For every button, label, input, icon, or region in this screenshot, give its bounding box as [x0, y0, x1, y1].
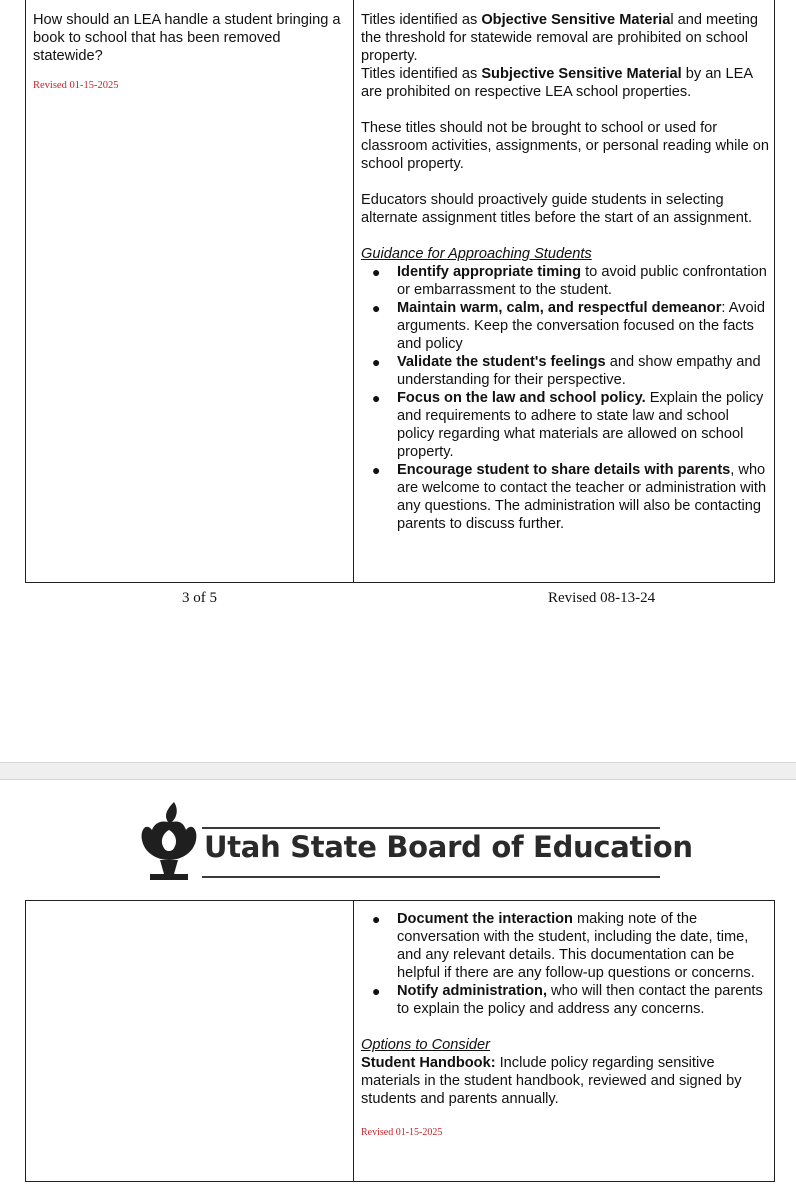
options-heading: Options to Consider [361, 1037, 490, 1053]
list-item [361, 389, 770, 461]
bullet-bold: Maintain warm, calm, and respectful demeanor [397, 300, 722, 316]
bullet-text: making note of the conversation with the student, including the date, time, and any relevant details. This documentation can be helpful if there are any follow-up questions or concerns. [397, 911, 755, 981]
question-cell-empty [26, 901, 354, 1182]
bullet-bold: Notify administration, [397, 983, 547, 999]
footer-revised-date: Revised 08-13-24 [548, 590, 656, 606]
bullet-bold: Encourage student to share details with parents [397, 462, 731, 478]
answer-p1-bold: Objective Sensitive Materia [481, 12, 671, 28]
logo-text: Utah State Board of Education [204, 830, 693, 864]
list-item [361, 353, 770, 389]
bullet-text: Explain the policy and requirements to adhere to state law and school policy regarding what materials are allowed on school property. [397, 390, 764, 460]
bullet-icon: ● [372, 354, 381, 370]
guidance-heading: Guidance for Approaching Students [361, 246, 592, 262]
bullet-text: to avoid public confrontation or embarrassment to the student. [397, 264, 767, 298]
bullet-text: , who are welcome to contact the teacher or administration with any questions. The administration will also be contacting parents to discuss further. [397, 462, 767, 532]
answer-revised-date: Revised 01-15-2025 [361, 1127, 443, 1138]
logo-rule-bottom [202, 876, 660, 878]
bullet-icon: ● [372, 983, 381, 999]
answer-p2-text-a: Titles identified as [361, 66, 482, 82]
guidance-list-continued [361, 910, 770, 1018]
student-handbook-paragraph [361, 1054, 770, 1108]
list-item [361, 910, 770, 982]
answer-paragraph-3: These titles should not be brought to school or used for classroom activities, assignments, or personal reading while on school property. [361, 120, 770, 172]
answer-paragraph-4: Educators should proactively guide students in selecting alternate assignment titles before the start of an assignment. [361, 192, 753, 226]
torch-icon [138, 800, 200, 882]
logo-rule-top [202, 827, 660, 829]
bullet-icon: ● [372, 264, 381, 280]
question-revised-date: Revised 01-15-2025 [33, 80, 119, 91]
page-4 [0, 780, 796, 1190]
bullet-icon: ● [372, 911, 381, 927]
bullet-bold: Focus on the law and school policy. [397, 390, 646, 406]
table-row [26, 0, 775, 583]
table-row [26, 901, 775, 1182]
list-item [361, 982, 770, 1018]
answer-p2-text-c: by an LEA are prohibited on respective LEA school properties. [361, 66, 753, 100]
bullet-bold: Document the interaction [397, 911, 573, 927]
bullet-text: and show empathy and understanding for their perspective. [397, 354, 761, 388]
bullet-icon: ● [372, 300, 381, 316]
answer-p1-text-a: Titles identified as [361, 12, 482, 28]
page-number: 3 of 5 [182, 590, 217, 606]
faq-table-continued [25, 900, 775, 1182]
bullet-text: who will then contact the parents to explain the policy and address any concerns. [397, 983, 763, 1017]
handbook-text: Include policy regarding sensitive materials in the student handbook, reviewed and signed by students and parents annually. [361, 1055, 742, 1107]
guidance-list [361, 263, 770, 533]
usbe-logo [138, 800, 693, 882]
page-separator [0, 762, 796, 780]
list-item [361, 263, 770, 299]
answer-paragraph-1 [361, 11, 770, 65]
question-text: How should an LEA handle a student bringing a book to school that has been removed statewide? [33, 12, 341, 64]
bullet-bold: Validate the student's feelings [397, 354, 606, 370]
answer-p1-text-c: l and meeting the threshold for statewide removal are prohibited on school property. [361, 12, 758, 64]
handbook-bold: Student Handbook: [361, 1055, 496, 1071]
bullet-bold: Identify appropriate timing [397, 264, 582, 280]
answer-cell [354, 0, 775, 583]
list-item [361, 299, 770, 353]
list-item [361, 461, 770, 533]
answer-p2-bold: Subjective Sensitive Material [481, 66, 682, 82]
answer-paragraph-2 [361, 65, 770, 101]
question-cell [26, 0, 354, 583]
faq-table [25, 0, 775, 583]
bullet-icon: ● [372, 390, 381, 406]
bullet-text: : Avoid arguments. Keep the conversation focused on the facts and policy [397, 300, 765, 352]
bullet-icon: ● [372, 462, 381, 478]
answer-cell [354, 901, 775, 1182]
